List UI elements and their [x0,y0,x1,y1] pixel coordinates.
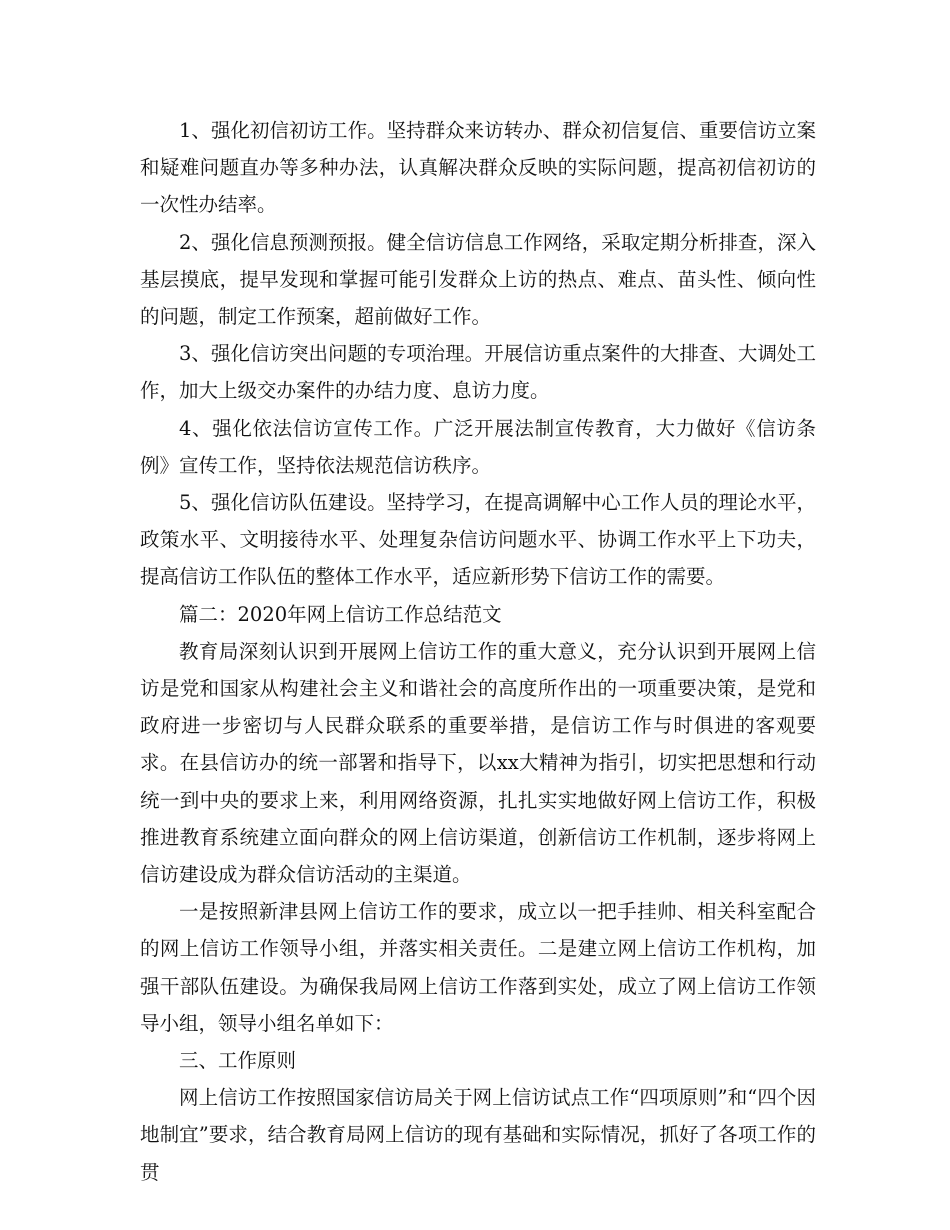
section-heading-principles: 三、工作原则 [179,1049,297,1073]
paragraph-intro: 教育局深刻认识到开展网上信访工作的重大意义，充分认识到开展网上信访是党和国家从构建社会主义和谐社会的高度所作出的一项重要决策，是党和政府进一步密切与人民群众联系的重要举措，是信访工作与时俱进的客观要求。在县信访办的统一部署和指导下，以xx大精神为指引，切实把思想和行动统一到中央的要求上来，利用网络资源，扎扎实实地做好网上信访工作，积极推进教育系统建立面向群众的网上信访渠道，创新信访工作机制，逐步将网上信访建设成为群众信访活动的主渠道。 [140,639,816,887]
paragraph-item-2: 2、强化信息预测预报。健全信访信息工作网络，采取定期分析排查，深入基层摸底，提早发现和掌握可能引发群众上访的热点、难点、苗头性、倾向性的问题，制定工作预案，超前做好工作。 [140,230,816,329]
paragraph-item-1: 1、强化初信初访工作。坚持群众来访转办、群众初信复信、重要信访立案和疑难问题直办等多种办法，认真解决群众反映的实际问题，提高初信初访的一次性办结率。 [140,119,816,217]
paragraph-item-3: 3、强化信访突出问题的专项治理。开展信访重点案件的大排查、大调处工作，加大上级交办案件的办结力度、息访力度。 [140,342,816,403]
paragraph-item-4: 4、强化依法信访宣传工作。广泛开展法制宣传教育，大力做好《信访条例》宣传工作，坚持依法规范信访秩序。 [140,416,816,477]
paragraph-principles: 网上信访工作按照国家信访局关于网上信访试点工作“四项原则”和“四个因地制宜”要求，结合教育局网上信访的现有基础和实际情况，抓好了各项工作的贯 [140,1086,816,1184]
section-heading-part-two: 篇二：2020年网上信访工作总结范文 [179,602,502,626]
paragraph-item-5: 5、强化信访队伍建设。坚持学习，在提高调解中心工作人员的理论水平，政策水平、文明接待水平、处理复杂信访问题水平、协调工作水平上下功夫，提高信访工作队伍的整体工作水平，适应新形势下信访工作的需要。 [140,491,816,589]
paragraph-leadership-group: 一是按照新津县网上信访工作的要求，成立以一把手挂帅、相关科室配合的网上信访工作领导小组，并落实相关责任。二是建立网上信访工作机构，加强干部队伍建设。为确保我局网上信访工作落到实处，成立了网上信访工作领导小组，领导小组名单如下： [140,900,816,1035]
document-body [140,112,816,1191]
